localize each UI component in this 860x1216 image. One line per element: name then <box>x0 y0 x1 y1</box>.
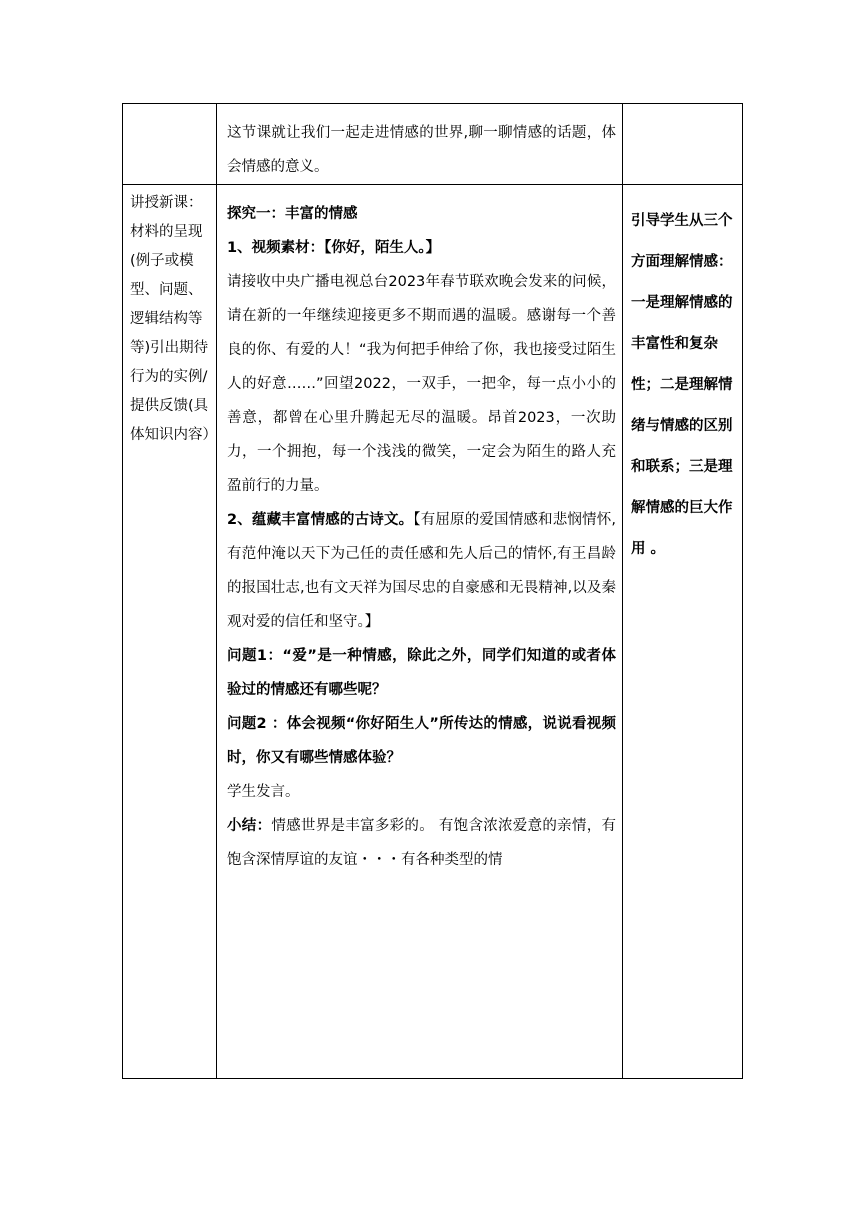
item1-title: 1、视频素材：【你好，陌生人。】 <box>227 240 441 256</box>
row2-left-cell <box>123 185 217 1079</box>
row1-left-cell <box>123 104 217 185</box>
item1-text: 请接收中央广播电视总台2023年春节联欢晚会发来的问候，请在新的一年继续迎接更多不期而遇的温暖。感谢每一个善良的你、有爱的人！“我为何把手伸给了你，我也接受过陌生人的好意……”回望2022，一双手，一把伞，每一点小小的善意，都曾在心里升腾起无尽的温暖。昂首2023，一次助力，一个拥抱，每一个浅浅的微笑，一定会为陌生的路人充盈前行的力量。 <box>227 274 616 494</box>
student-activity: 学生发言。 <box>227 784 300 800</box>
row1-right-cell <box>623 104 743 185</box>
row2-right-cell <box>623 185 743 1079</box>
table-row <box>123 185 743 1079</box>
summary-label: 小结： <box>227 818 272 834</box>
row2-middle-cell <box>217 185 623 1079</box>
intro-text: 这节课就让我们一起走进情感的世界,聊一聊情感的话题，体会情感的意义。 <box>227 125 616 175</box>
question-2: 问题2 ：体会视频“你好陌生人”所传达的情感，说说看视频时，你又有哪些情感体验？ <box>227 716 616 766</box>
item2-text: 【有屈原的爱国情感和悲悯情怀,有范仲淹以天下为己任的责任感和先人后己的情怀,有王昌龄的报国壮志,也有文天祥为国尽忠的自豪感和无畏精神,以及秦观对爱的信任和坚守。】 <box>227 512 616 630</box>
row1-middle-cell <box>217 104 623 185</box>
question-1: 问题1：“爱”是一种情感，除此之外，同学们知道的或者体验过的情感还有哪些呢？ <box>227 648 616 698</box>
stage-label: 讲授新课：材料的呈现(例子或模型、问题、逻辑结构等等)引出期待行为的实例/提供反馈(具体知识内容） <box>130 195 217 443</box>
summary-text: 情感世界是丰富多彩的。 有饱含浓浓爱意的亲情，有饱含深情厚谊的友谊・・・有各种类型的情 <box>227 818 617 868</box>
lesson-plan-table <box>122 103 743 1079</box>
section-title: 探究一：丰富的情感 <box>227 206 358 222</box>
table-row <box>123 104 743 185</box>
item2-title: 2、蕴藏丰富情感的古诗文。 <box>227 512 414 528</box>
teaching-intent: 引导学生从三个方面理解情感：一是理解情感的丰富性和复杂性；二是理解情绪与情感的区别和联系；三是理解情感的巨大作用 。 <box>631 213 733 557</box>
